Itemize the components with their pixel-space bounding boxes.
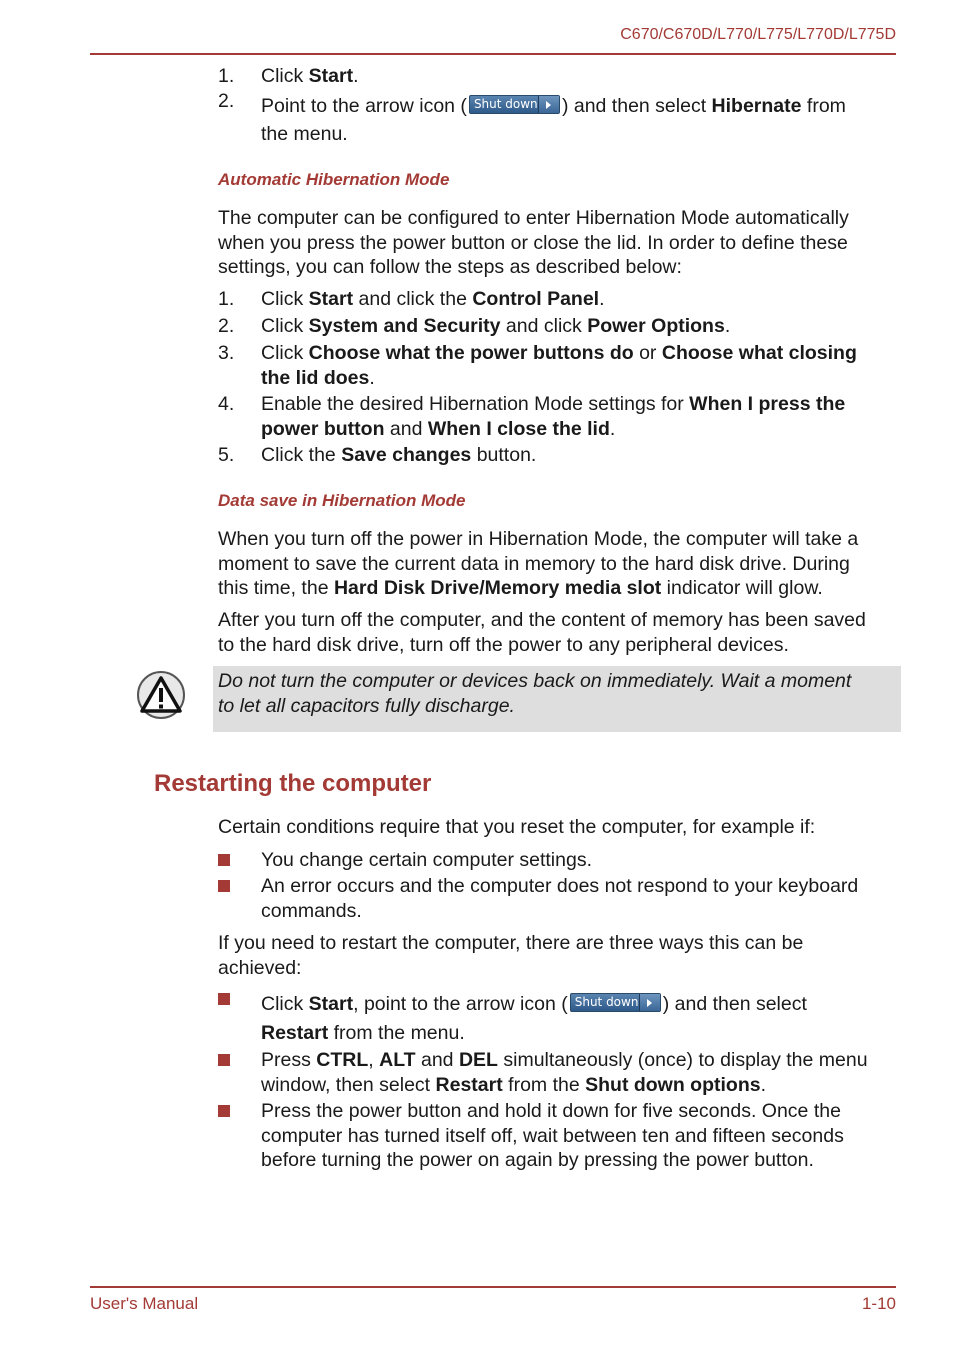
header-model-numbers: C670/C670D/L770/L775/L770D/L775D — [620, 26, 896, 43]
list-item: An error occurs and the computer does not respond to your keyboard commands. — [261, 875, 859, 922]
list-item: Press the power button and hold it down for five seconds. Once the computer has turned itself off, wait between ten and fifteen seconds before turning the power on again by pressing the power button. — [261, 1100, 844, 1171]
list-item: Click Start, point to the arrow icon ( Shut down ) and then select — [261, 993, 807, 1015]
subheading-auto-hibernation: Automatic Hibernation Mode — [218, 170, 450, 189]
list-item: Press CTRL, ALT and DEL simultaneously (once) to display the menu window, then select Restart from the Shut down options. — [261, 1049, 868, 1096]
restart-intro: Certain conditions require that you reset the computer, for example if: — [218, 816, 816, 838]
footer-rule — [90, 1286, 896, 1288]
bullet-square — [218, 993, 230, 1005]
auto-hibernation-intro: The computer can be configured to enter Hibernation Mode automatically when you press the power button or close the lid. In order to define these settings, you can follow the steps as described below: — [218, 207, 849, 278]
warning-icon — [136, 670, 186, 720]
step-number: 1. — [218, 65, 235, 87]
subheading-data-save: Data save in Hibernation Mode — [218, 491, 466, 510]
step-choose-buttons: Click Choose what the power buttons do or Choose what closing the lid does. — [261, 342, 857, 389]
arrow-right-icon — [538, 96, 559, 113]
restart-ways-paragraph: If you need to restart the computer, there are three ways this can be achieved: — [218, 932, 804, 979]
list-item: You change certain computer settings. — [261, 849, 592, 871]
step-number: 4. — [218, 393, 235, 415]
bullet-square — [218, 1105, 230, 1117]
shut-down-button-image: Shut down — [469, 95, 560, 114]
bullet-square — [218, 854, 230, 866]
footer-manual-title: User's Manual — [90, 1294, 199, 1313]
bullet-square — [218, 880, 230, 892]
step-point-arrow-cont: the menu. — [261, 123, 348, 145]
step-control-panel: Click Start and click the Control Panel. — [261, 288, 605, 310]
step-number: 1. — [218, 288, 235, 310]
step-number: 2. — [218, 315, 235, 337]
step-click-start: Click Start. — [261, 65, 359, 87]
step-number: 5. — [218, 444, 235, 466]
heading-restarting: Restarting the computer — [154, 770, 432, 797]
step-save-changes: Click the Save changes button. — [261, 444, 537, 466]
arrow-right-icon — [639, 994, 660, 1011]
caution-text: Do not turn the computer or devices back on immediately. Wait a moment to let all capacitors fully discharge. — [218, 670, 852, 717]
step-enable-settings: Enable the desired Hibernation Mode settings for When I press the power button and When I close the lid. — [261, 393, 846, 440]
data-save-paragraph-2: After you turn off the computer, and the content of memory has been saved to the hard disk drive, turn off the power to any peripheral devices. — [218, 609, 866, 656]
list-item-cont: Restart from the menu. — [261, 1022, 465, 1044]
step-point-arrow: Point to the arrow icon ( Shut down ) and then select Hibernate from — [261, 95, 846, 117]
bullet-square — [218, 1054, 230, 1066]
data-save-paragraph-1: When you turn off the power in Hibernation Mode, the computer will take a moment to save the current data in memory to the hard disk drive. During this time, the Hard Disk Drive/Memory media slot indicator will glow. — [218, 528, 859, 599]
step-number: 3. — [218, 342, 235, 364]
step-power-options: Click System and Security and click Power Options. — [261, 315, 731, 337]
header-rule — [90, 53, 896, 55]
footer-page-number: 1-10 — [861, 1294, 896, 1313]
shut-down-button-image: Shut down — [570, 993, 661, 1012]
step-number: 2. — [218, 90, 235, 112]
